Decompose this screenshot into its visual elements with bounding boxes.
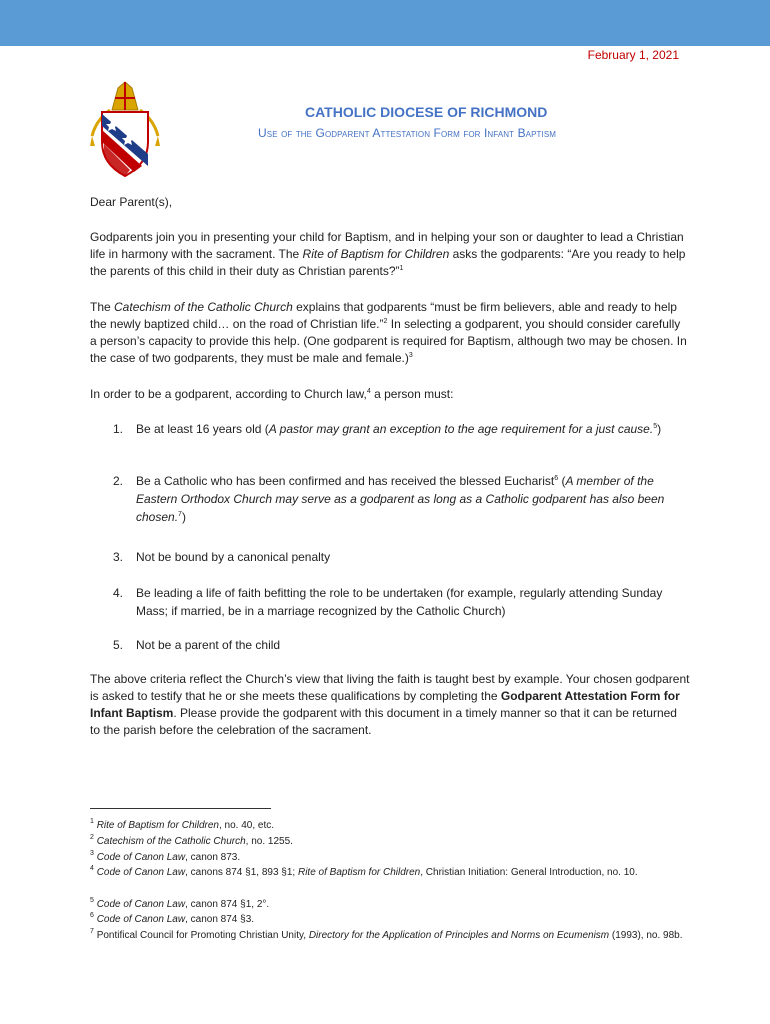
- diocese-crest-icon: [90, 80, 160, 178]
- paragraph-criteria: The above criteria reflect the Church’s view that living the faith is taught best by example. Your chosen godparent is asked to testify that he or she meets these qualifications by completing the Godparent Attestation Form for Infant Baptism. Please provide the godparent with this document in a timely manner so that it can be returned to the parish before the celebration of the sacrament.: [90, 672, 690, 737]
- footnote: $^1$ Rite of Baptism for Children, no. 40, etc.: [90, 818, 275, 831]
- document-subtitle: [258, 126, 556, 140]
- footnote-divider: [90, 808, 271, 809]
- paragraph-catechism: The Catechism of the Catholic Church explains that godparents “must be firm believers, able and ready to help the newly baptized child… on the road of Christian life.”$^2$ In selecting a godparent, you should consider carefully a person’s capacity to provide this help. (One godparent is required for Baptism, although two may be chosen. In the case of two godparents, they must be male and female.)$^3$: [90, 300, 687, 365]
- footnote: $^3$ Code of Canon Law, canon 873.: [90, 850, 241, 863]
- footnote: $^4$ Code of Canon Law, canons 874 §1, 893 §1; Rite of Baptism for Children, Christian Initiation: General Introduction, no. 10.: [90, 865, 638, 878]
- footnote: $^7$ Pontifical Council for Promoting Christian Unity, Directory for the Application of Principles and Norms on Ecumenism (1993), no. 98b.: [90, 928, 683, 941]
- diocese-title: CATHOLIC DIOCESE OF RICHMOND: [305, 104, 548, 120]
- letter-date: February 1, 2021: [587, 48, 679, 62]
- top-color-bar: [0, 0, 770, 46]
- footnote: $^5$ Code of Canon Law, canon 874 §1, 2°.: [90, 897, 270, 910]
- paragraph-church-law: In order to be a godparent, according to Church law,$^4$ a person must:: [90, 387, 454, 401]
- paragraph-intro: Godparents join you in presenting your child for Baptism, and in helping your son or daughter to lead a Christian life in harmony with the sacrament. The Rite of Baptism for Children asks the godparents: “Are you ready to help the parents of this child in their duty as Christian parents?”$^1$: [90, 230, 686, 278]
- footnote: $^6$ Code of Canon Law, canon 874 §3.: [90, 912, 255, 925]
- document-subtitle-text: Use of the Godparent Attestation Form for Infant Baptism: [258, 126, 557, 140]
- greeting: Dear Parent(s),: [90, 195, 173, 209]
- footnote: $^2$ Catechism of the Catholic Church, no. 1255.: [90, 834, 293, 847]
